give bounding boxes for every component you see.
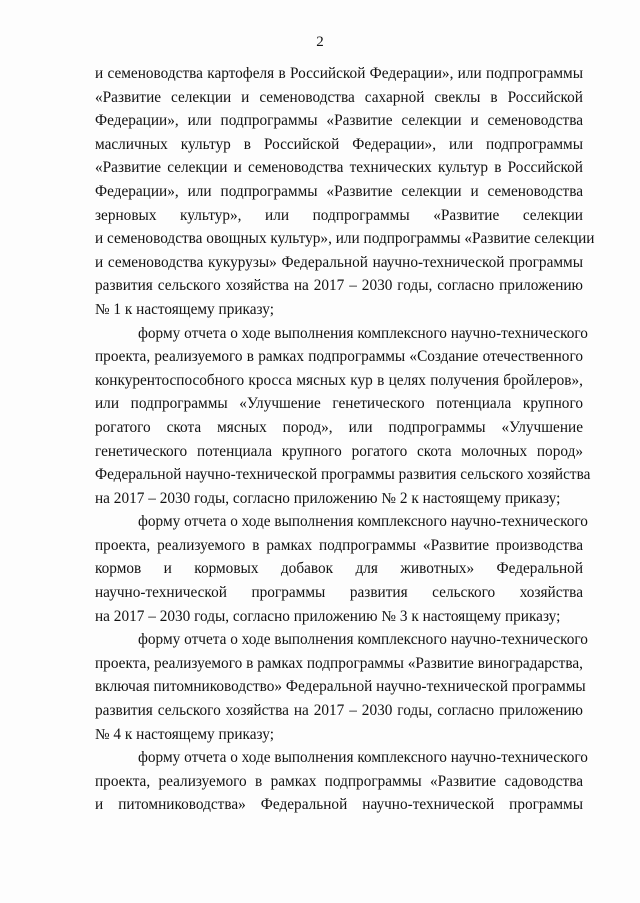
text-line: включая питомниководство» Федеральной научно-технической программы bbox=[95, 678, 586, 696]
text-line: проекта, реализуемого в рамках подпрограммы «Развитие виноградарства, bbox=[95, 654, 583, 672]
text-line: № 1 к настоящему приказу; bbox=[95, 300, 274, 318]
text-line: форму отчета о ходе выполнения комплексного научно-технического bbox=[138, 513, 588, 531]
text-line: Федерации», или подпрограммы «Развитие селекции и семеноводства bbox=[95, 112, 583, 130]
text-line: научно-технической программы развития сельского хозяйства bbox=[95, 584, 583, 602]
text-line: «Развитие селекции и семеноводства сахарной свеклы в Российской bbox=[95, 88, 583, 106]
text-line: рогатого скота мясных пород», или подпрограммы «Улучшение bbox=[95, 418, 583, 436]
text-line: проекта, реализуемого в рамках подпрограммы «Создание отечественного bbox=[95, 348, 583, 366]
document-body bbox=[95, 62, 595, 817]
paragraph-4 bbox=[95, 628, 588, 746]
text-line: форму отчета о ходе выполнения комплексного научно-технического bbox=[138, 631, 588, 649]
text-line: Федеральной научно-технической программы развития сельского хозяйства bbox=[95, 466, 591, 484]
text-line: или подпрограммы «Улучшение генетического потенциала крупного bbox=[95, 395, 583, 413]
paragraph-5 bbox=[95, 746, 588, 817]
text-line: кормов и кормовых добавок для животных» Федеральной bbox=[95, 560, 583, 578]
text-line: Федерации», или подпрограммы «Развитие селекции и семеноводства bbox=[95, 182, 583, 200]
text-line: № 4 к настоящему приказу; bbox=[95, 725, 274, 743]
text-line: форму отчета о ходе выполнения комплексного научно-технического bbox=[138, 324, 588, 342]
paragraph-2 bbox=[95, 322, 591, 511]
paragraph-1 bbox=[95, 62, 595, 322]
text-line: конкурентоспособного кросса мясных кур в целях получения бройлеров», bbox=[95, 371, 583, 389]
text-line: форму отчета о ходе выполнения комплексного научно-технического bbox=[138, 749, 588, 767]
text-line: масличных культур в Российской Федерации», или подпрограммы bbox=[95, 135, 583, 153]
text-line: на 2017 – 2030 годы, согласно приложению № 2 к настоящему приказу; bbox=[95, 489, 561, 507]
text-line: на 2017 – 2030 годы, согласно приложению № 3 к настоящему приказу; bbox=[95, 607, 561, 625]
text-line: генетического потенциала крупного рогатого скота молочных пород» bbox=[95, 442, 583, 460]
text-line: «Развитие селекции и семеноводства технических культур в Российской bbox=[95, 159, 583, 177]
text-line: и семеноводства овощных культур», или подпрограммы «Развитие селекции bbox=[95, 230, 595, 248]
paragraph-3 bbox=[95, 510, 588, 628]
text-line: и семеноводства кукурузы» Федеральной научно-технической программы bbox=[95, 253, 583, 271]
text-line: и питомниководства» Федеральной научно-технической программы bbox=[95, 796, 583, 814]
text-line: зерновых культур», или подпрограммы «Развитие селекции bbox=[95, 206, 583, 224]
text-line: проекта, реализуемого в рамках подпрограммы «Развитие производства bbox=[95, 536, 583, 554]
text-line: развития сельского хозяйства на 2017 – 2030 годы, согласно приложению bbox=[95, 702, 583, 720]
text-line: и семеноводства картофеля в Российской Федерации», или подпрограммы bbox=[95, 65, 583, 82]
text-line: проекта, реализуемого в рамках подпрограммы «Развитие садоводства bbox=[95, 772, 583, 790]
text-line: развития сельского хозяйства на 2017 – 2030 годы, согласно приложению bbox=[95, 277, 583, 295]
page-number: 2 bbox=[316, 34, 324, 50]
